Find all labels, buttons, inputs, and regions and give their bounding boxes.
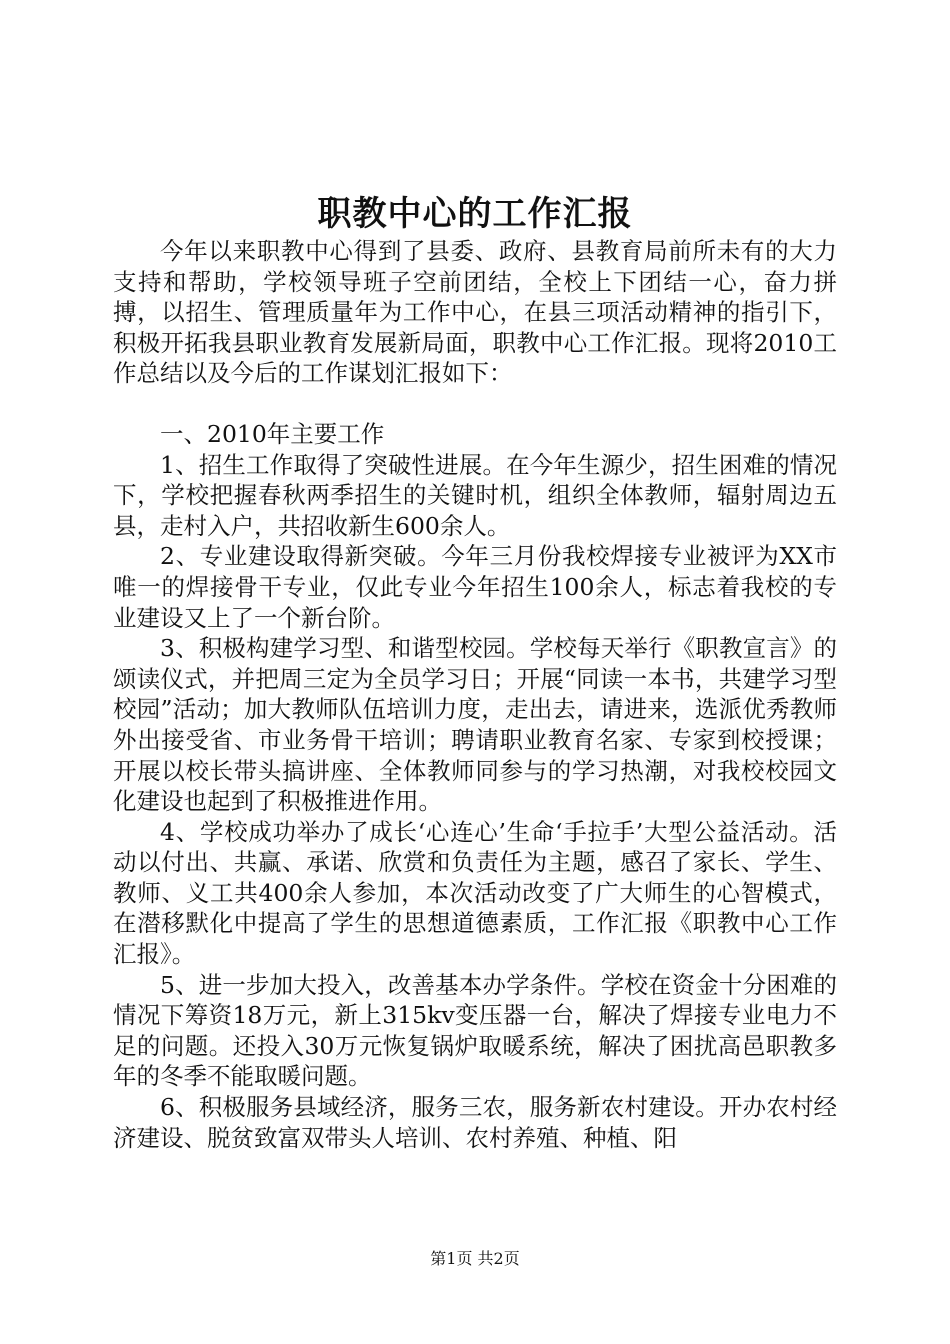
paragraph-item-5: 5、进一步加大投入，改善基本办学条件。学校在资金十分困难的情况下筹资18万元，新上315kv变压器一台，解决了焊接专业电力不足的问题。还投入30万元恢复锅炉取暖系统，解决了困扰高邑职教多年的冬季不能取暖问题。 [113, 970, 837, 1091]
paragraph-item-2: 2、专业建设取得新突破。今年三月份我校焊接专业被评为XX市唯一的焊接骨干专业，仅此专业今年招生100余人，标志着我校的专业建设又上了一个新台阶。 [113, 542, 837, 632]
paragraph-item-6: 6、积极服务县域经济，服务三农，服务新农村建设。开办农村经济建设、脱贫致富双带头人培训、农村养殖、种植、阳 [113, 1093, 837, 1152]
paragraph-item-3: 3、积极构建学习型、和谐型校园。学校每天举行《职教宣言》的颂读仪式，并把周三定为全员学习日；开展“同读一本书，共建学习型校园”活动；加大教师队伍培训力度，走出去，请进来，选派优秀教师外出接受省、市业务骨干培训；聘请职业教育名家、专家到校授课；开展以校长带头搞讲座、全体教师同参与的学习热潮，对我校校园文化建设也起到了积极推进作用。 [113, 634, 837, 816]
document-body [113, 236, 837, 1153]
paragraph-item-1: 1、招生工作取得了突破性进展。在今年生源少，招生困难的情况下，学校把握春秋两季招生的关键时机，组织全体教师，辐射周边五县，走村入户，共招收新生600余人。 [113, 450, 837, 540]
paragraph-item-4: 4、学校成功举办了成长‘心连心’生命‘手拉手’大型公益活动。活动以付出、共赢、承诺、欣赏和负责任为主题，感召了家长、学生、教师、义工共400余人参加，本次活动改变了广大师生的心智模式，在潜移默化中提高了学生的思想道德素质，工作汇报《职教中心工作汇报》。 [113, 817, 837, 969]
page-footer: 第1页 共2页 [430, 1249, 520, 1268]
document-title: 职教中心的工作汇报 [317, 194, 633, 234]
section-heading-main-work: 一、2010年主要工作 [160, 419, 385, 448]
paragraph-intro: 今年以来职教中心得到了县委、政府、县教育局前所未有的大力支持和帮助，学校领导班子空前团结，全校上下团结一心，奋力拼搏，以招生、管理质量年为工作中心，在县三项活动精神的指引下，积极开拓我县职业教育发展新局面，职教中心工作汇报。现将2010工作总结以及今后的工作谋划汇报如下： [113, 237, 837, 388]
